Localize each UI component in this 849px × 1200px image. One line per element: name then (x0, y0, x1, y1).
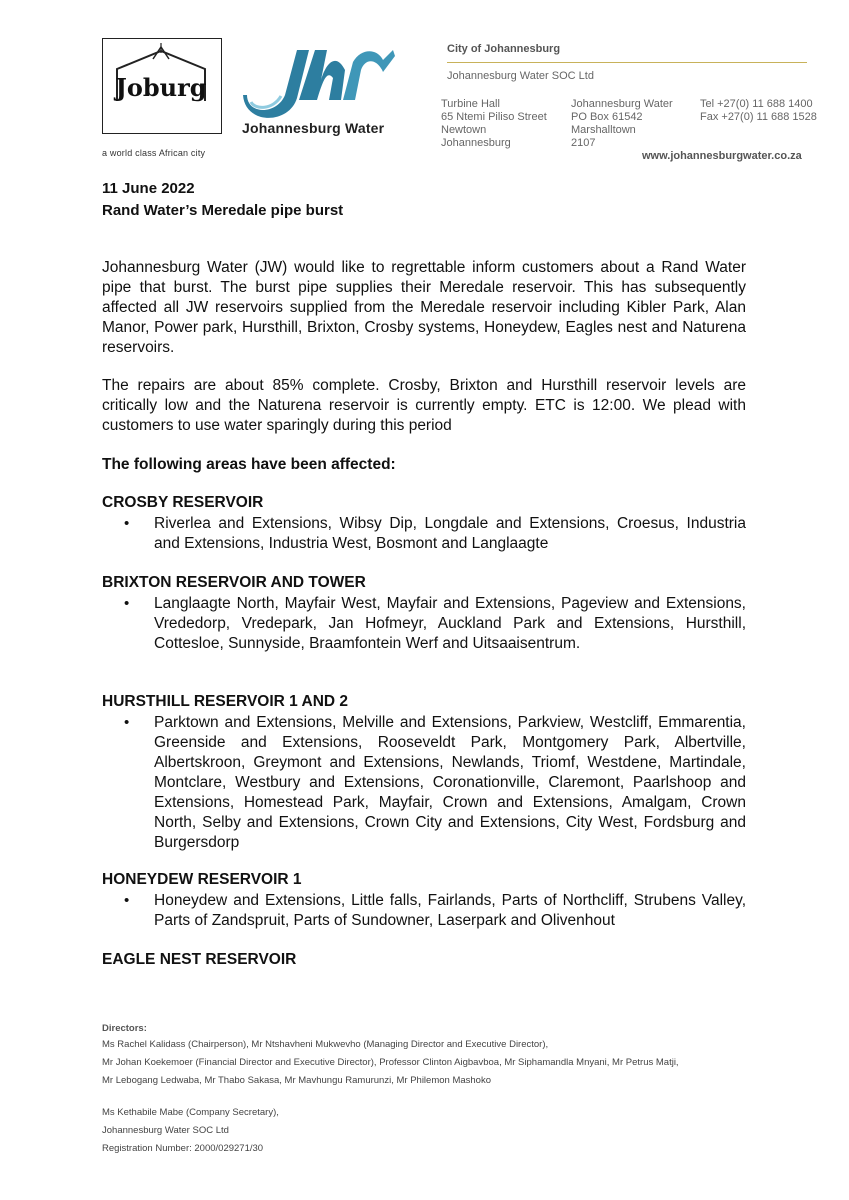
bullet-icon: • (124, 892, 130, 909)
address-line: PO Box 61542 (571, 111, 643, 123)
address-line: Marshalltown (571, 124, 636, 136)
contact-numbers (700, 98, 817, 124)
affected-areas: Riverlea and Extensions, Wibsy Dip, Longdale and Extensions, Croesus, Industria and Extensions, Industria West, Bosmont and Langlaagte (154, 515, 746, 552)
affected-areas-heading: The following areas have been affected: (102, 456, 396, 473)
jw-wave-icon (237, 40, 397, 120)
section-title: HONEYDEW RESERVOIR 1 (102, 871, 302, 888)
joburg-logo-text: Joburg (115, 73, 207, 102)
affected-areas: Langlaagte North, Mayfair West, Mayfair and Extensions, Pageview and Extensions, Vrededorp, Vredepark, Jan Hofmeyr, Auckland Park and Extensions, Hursthill, Cottesloe, Sunnyside, Braamfontein Werf and Uitsaaisentrum. (154, 595, 746, 652)
address-line: 2107 (571, 137, 596, 149)
joburg-tagline: a world class African city (102, 148, 206, 158)
registration-number: Registration Number: 2000/029271/30 (102, 1143, 264, 1154)
notice-date: 11 June 2022 (102, 180, 195, 197)
company-name: Johannesburg Water SOC Ltd (447, 70, 594, 82)
section-title: HURSTHILL RESERVOIR 1 AND 2 (102, 693, 349, 710)
company-secretary: Ms Kethabile Mabe (Company Secretary), (102, 1107, 279, 1118)
jw-logo-name: Johannesburg Water (242, 120, 385, 136)
website-link[interactable]: www.johannesburgwater.co.za (642, 150, 802, 162)
notice-subject: Rand Water’s Meredale pipe burst (102, 202, 344, 219)
address-line: Turbine Hall (441, 98, 500, 110)
section-title: BRIXTON RESERVOIR AND TOWER (102, 574, 366, 591)
affected-areas: Honeydew and Extensions, Little falls, Fairlands, Parts of Northcliff, Strubens Valley, Parts of Zandspruit, Parts of Sundowner, Laserpark and Olivenhout (154, 892, 746, 929)
street-address (441, 98, 547, 150)
joburg-logo-mark (103, 39, 220, 132)
fax: Fax +27(0) 11 688 1528 (700, 111, 817, 123)
directors-line: Ms Rachel Kalidass (Chairperson), Mr Ntshavheni Mukwevho (Managing Director and Executive Director), (102, 1039, 549, 1050)
postal-address (571, 98, 673, 150)
directors-title: Directors: (102, 1023, 147, 1034)
telephone: Tel +27(0) 11 688 1400 (700, 98, 813, 110)
notice-paragraph-1: Johannesburg Water (JW) would like to regrettable inform customers about a Rand Water pipe that burst. The burst pipe supplies their Meredale reservoir. This has subsequently affected all JW reservoirs supplied from the Meredale reservoir including Kibler Park, Alan Manor, Power park, Hursthill, Brixton, Crosby systems, Honeydew, Eagles nest and Naturena reservoirs. (102, 259, 746, 356)
section-title: EAGLE NEST RESERVOIR (102, 951, 297, 968)
address-line: Newtown (441, 124, 487, 136)
header-divider (447, 62, 807, 63)
notice-paragraph-2: The repairs are about 85% complete. Crosby, Brixton and Hursthill reservoir levels are critically low and the Naturena reservoir is currently empty. ETC is 12:00. We plead with customers to use water sparingly during this period (102, 377, 746, 434)
affected-areas: Parktown and Extensions, Melville and Extensions, Parkview, Westcliff, Emmarentia, Greenside and Extensions, Rooseveldt Park, Montgomery Park, Albertville, Albertskroon, Greymont and Extensions, Newlands, Triomf, Westdene, Martindale, Montclare, Westbury and Extensions, Coronationville, Claremont, Paarlshoop and Extensions, Homestead Park, Mayfair, Crown and Extensions, Amalgam, Crown North, Selby and Extensions, Crown City and Extensions, City West, Fordsburg and Burgersdorp (154, 714, 746, 851)
bullet-icon: • (124, 515, 130, 532)
directors-line: Mr Johan Koekemoer (Financial Director and Executive Director), Professor Clinton Aigbavboa, Mr Siphamandla Mnyani, Mr Petrus Matji, (102, 1057, 679, 1068)
address-line: 65 Ntemi Piliso Street (441, 111, 547, 123)
address-line: Johannesburg Water (571, 98, 673, 110)
bullet-icon: • (124, 714, 130, 731)
footer-company: Johannesburg Water SOC Ltd (102, 1125, 229, 1136)
joburg-logo (102, 38, 222, 134)
city-name: City of Johannesburg (447, 43, 561, 55)
directors-line: Mr Lebogang Ledwaba, Mr Thabo Sakasa, Mr Mavhungu Ramurunzi, Mr Philemon Mashoko (102, 1075, 491, 1086)
bullet-icon: • (124, 595, 130, 612)
section-title: CROSBY RESERVOIR (102, 494, 264, 511)
address-line: Johannesburg (441, 137, 511, 149)
